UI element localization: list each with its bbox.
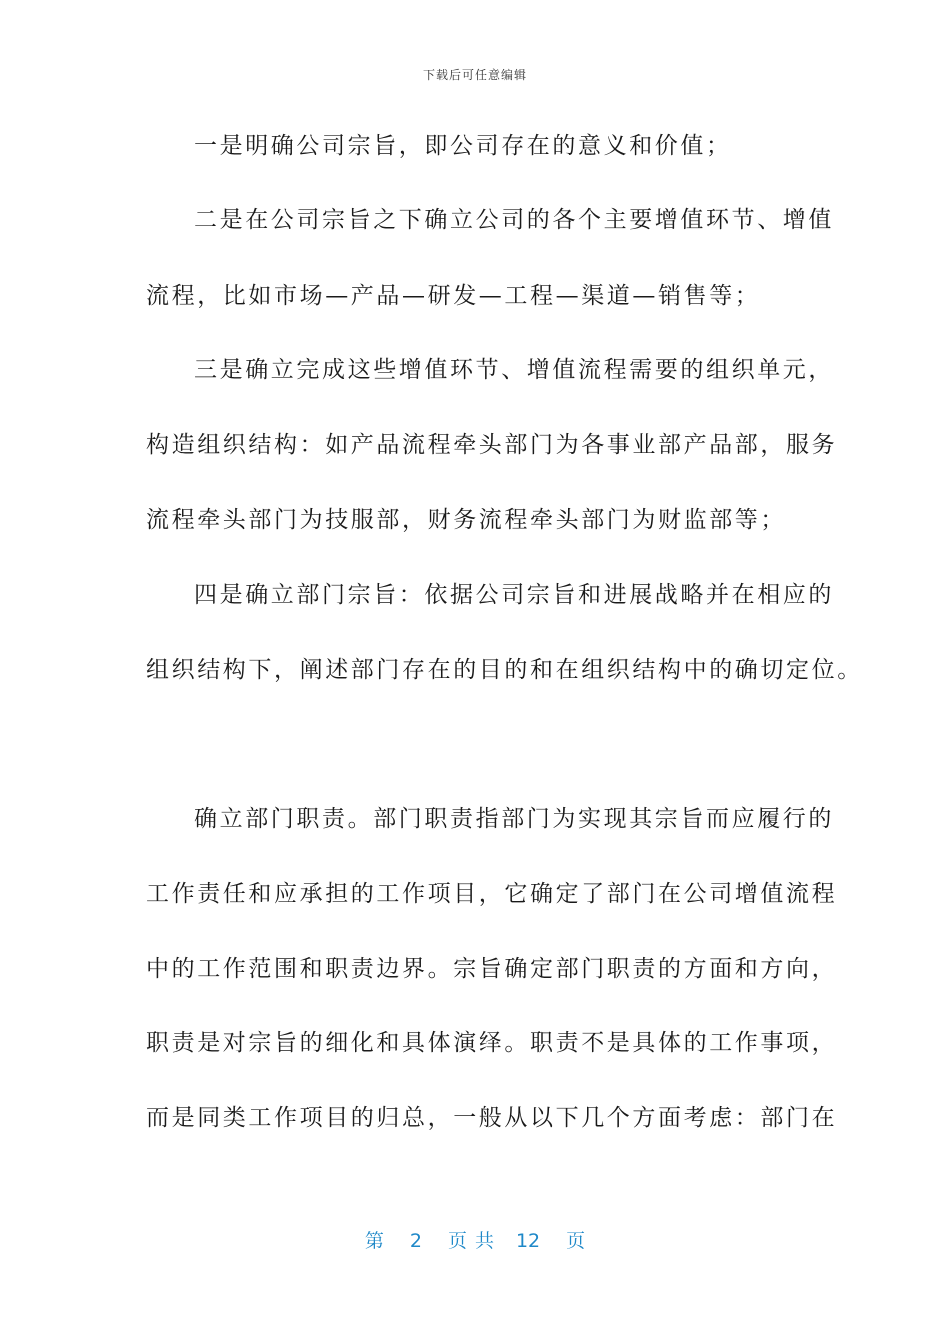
footer-middle: 页共 xyxy=(447,1230,502,1252)
body-line-11: 中的工作范围和职责边界。宗旨确定部门职责的方面和方向， xyxy=(146,956,838,982)
body-line-12: 职责是对宗旨的细化和具体演绎。职责不是具体的工作事项， xyxy=(146,1030,838,1056)
body-line-7: 四是确立部门宗旨：依据公司宗旨和进展战略并在相应的 xyxy=(194,582,834,608)
body-line-4: 三是确立完成这些增值环节、增值流程需要的组织单元， xyxy=(194,357,834,383)
body-line-1: 一是明确公司宗旨，即公司存在的意义和价值； xyxy=(194,133,732,159)
body-line-5: 构造组织结构：如产品流程牵头部门为各事业部产品部，服务 xyxy=(146,432,838,458)
page-header: 下载后可任意编辑 xyxy=(422,68,527,82)
body-line-8: 组织结构下，阐述部门存在的目的和在组织结构中的确切定位。 xyxy=(146,657,863,683)
footer-prefix: 第 xyxy=(364,1230,384,1252)
body-line-9: 确立部门职责。部门职责指部门为实现其宗旨而应履行的 xyxy=(194,806,834,832)
footer-suffix: 页 xyxy=(566,1230,586,1252)
body-line-3: 流程，比如市场—产品—研发—工程—渠道—销售等； xyxy=(146,283,761,309)
page-footer xyxy=(0,1226,950,1253)
body-line-6: 流程牵头部门为技服部，财务流程牵头部门为财监部等； xyxy=(146,507,786,533)
footer-page-number: 2 xyxy=(409,1230,422,1252)
footer-total-pages: 12 xyxy=(515,1230,541,1252)
body-line-13: 而是同类工作项目的归总，一般从以下几个方面考虑：部门在 xyxy=(146,1105,838,1131)
body-line-10: 工作责任和应承担的工作项目，它确定了部门在公司增值流程 xyxy=(146,881,838,907)
body-line-2: 二是在公司宗旨之下确立公司的各个主要增值环节、增值 xyxy=(194,207,834,233)
